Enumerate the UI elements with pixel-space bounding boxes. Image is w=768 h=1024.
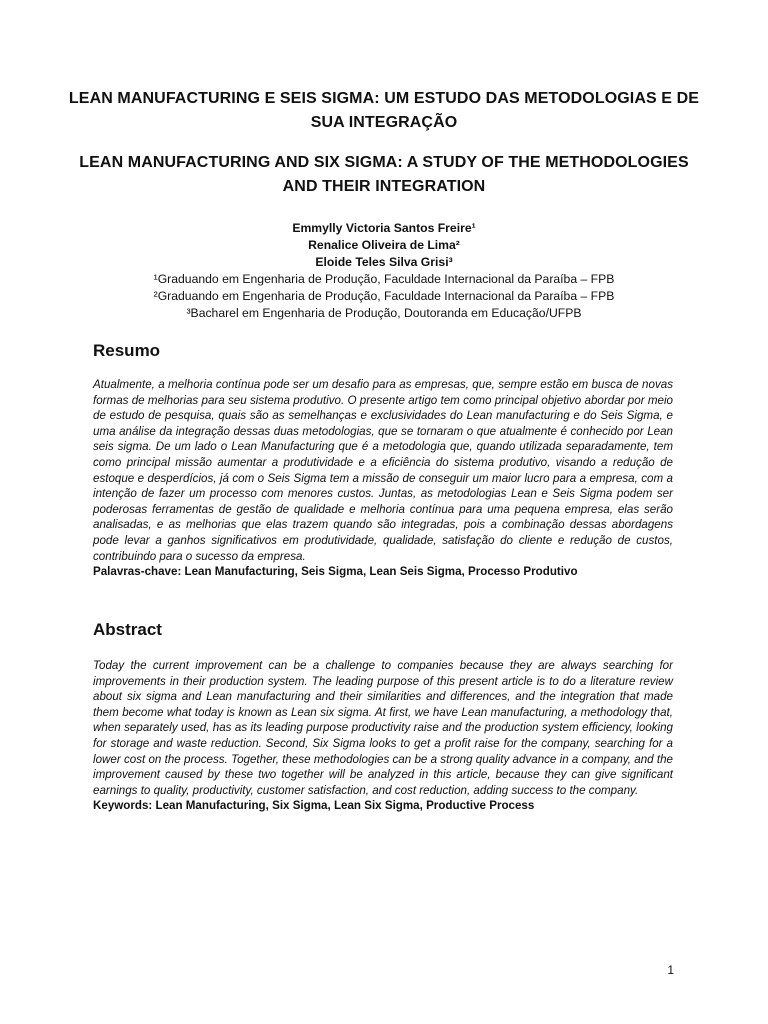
- page-number: 1: [667, 963, 674, 977]
- resumo-keywords: Palavras-chave: Lean Manufacturing, Seis Sigma, Lean Seis Sigma, Processo Produtivo: [93, 565, 578, 579]
- resumo-paragraph: Atualmente, a melhoria contínua pode ser um desafio para as empresas, que, sempre estão em busca de novas formas de melhorias para seu sistema produtivo. O presente artigo tem como principal objetivo abordar por meio de estudo de pesquisa, quais são as semelhanças e exclusividades do Lean manufacturing e do Seis Sigma, e uma análise da integração dessas duas metodologias, que se tornaram o que atualmente é conhecido por Lean seis sigma. De um lado o Lean Manufacturing que é a metodologia que, quando utilizada separadamente, tem como principal missão aumentar a produtividade e a eficiência do sistema produtivo, visando a redução de estoque e desperdícios, já com o Seis Sigma tem a missão de conseguir um maior lucro para a empresa, com a intenção de fazer um processo com menores custos. Juntas, as metodologias Lean e Seis Sigma podem ser poderosas ferramentas de gestão de qualidade e melhoria contínua para uma pequena empresa, elas serão analisadas, e as melhorias que elas trazem quando são integradas, pois a combinação dessas abordagens pode levar a ganhos significativos em produtividade, qualidade, satisfação do cliente e redução de custos, contribuindo para o sucesso da empresa.: [93, 378, 673, 563]
- resumo-heading: Resumo: [93, 341, 161, 360]
- resumo-section: [93, 377, 673, 580]
- abstract-paragraph: Today the current improvement can be a challenge to companies because they are always searching for improvements in their production system. The leading purpose of this present article is to do a literature review about six sigma and Lean manufacturing and their similarities and differences, and the integration that made them become what today is known as Lean six sigma. At first, we have Lean manufacturing, a methodology that, when separately used, has as its leading purpose productivity raise and the production system efficiency, looking for storage and waste reduction. Second, Six Sigma looks to get a profit raise for the company, searching for a lower cost on the process. Together, these methodologies can be a strong quality advance in a company, and the improvement caused by these two together will be analyzed in this article, because they can give significant earnings to quality, productivity, customer satisfaction, and cost reduction, adding success to the company.: [93, 659, 673, 797]
- abstract-keywords: Keywords: Lean Manufacturing, Six Sigma, Lean Six Sigma, Productive Process: [93, 799, 535, 813]
- title-english: LEAN MANUFACTURING AND SIX SIGMA: A STUDY OF THE METHODOLOGIES AND THEIR INTEGRATION: [79, 154, 689, 195]
- title-portuguese: LEAN MANUFACTURING E SEIS SIGMA: UM ESTUDO DAS METODOLOGIAS E DE SUA INTEGRAÇÃO: [68, 90, 700, 131]
- author-2: Renalice Oliveira de Lima²: [308, 238, 460, 252]
- affiliation-1: ¹Graduando em Engenharia de Produção, Faculdade Internacional da Paraíba – FPB: [153, 272, 615, 286]
- abstract-heading: Abstract: [93, 620, 162, 639]
- affiliation-2: ²Graduando em Engenharia de Produção, Faculdade Internacional da Paraíba – FPB: [153, 289, 615, 303]
- author-1: Emmylly Victoria Santos Freire¹: [292, 221, 476, 235]
- author-3: Eloide Teles Silva Grisi³: [315, 255, 453, 269]
- authors-block: [60, 220, 708, 322]
- abstract-section: [93, 658, 673, 814]
- affiliation-3: ³Bacharel em Engenharia de Produção, Doutoranda em Educação/UFPB: [186, 306, 582, 320]
